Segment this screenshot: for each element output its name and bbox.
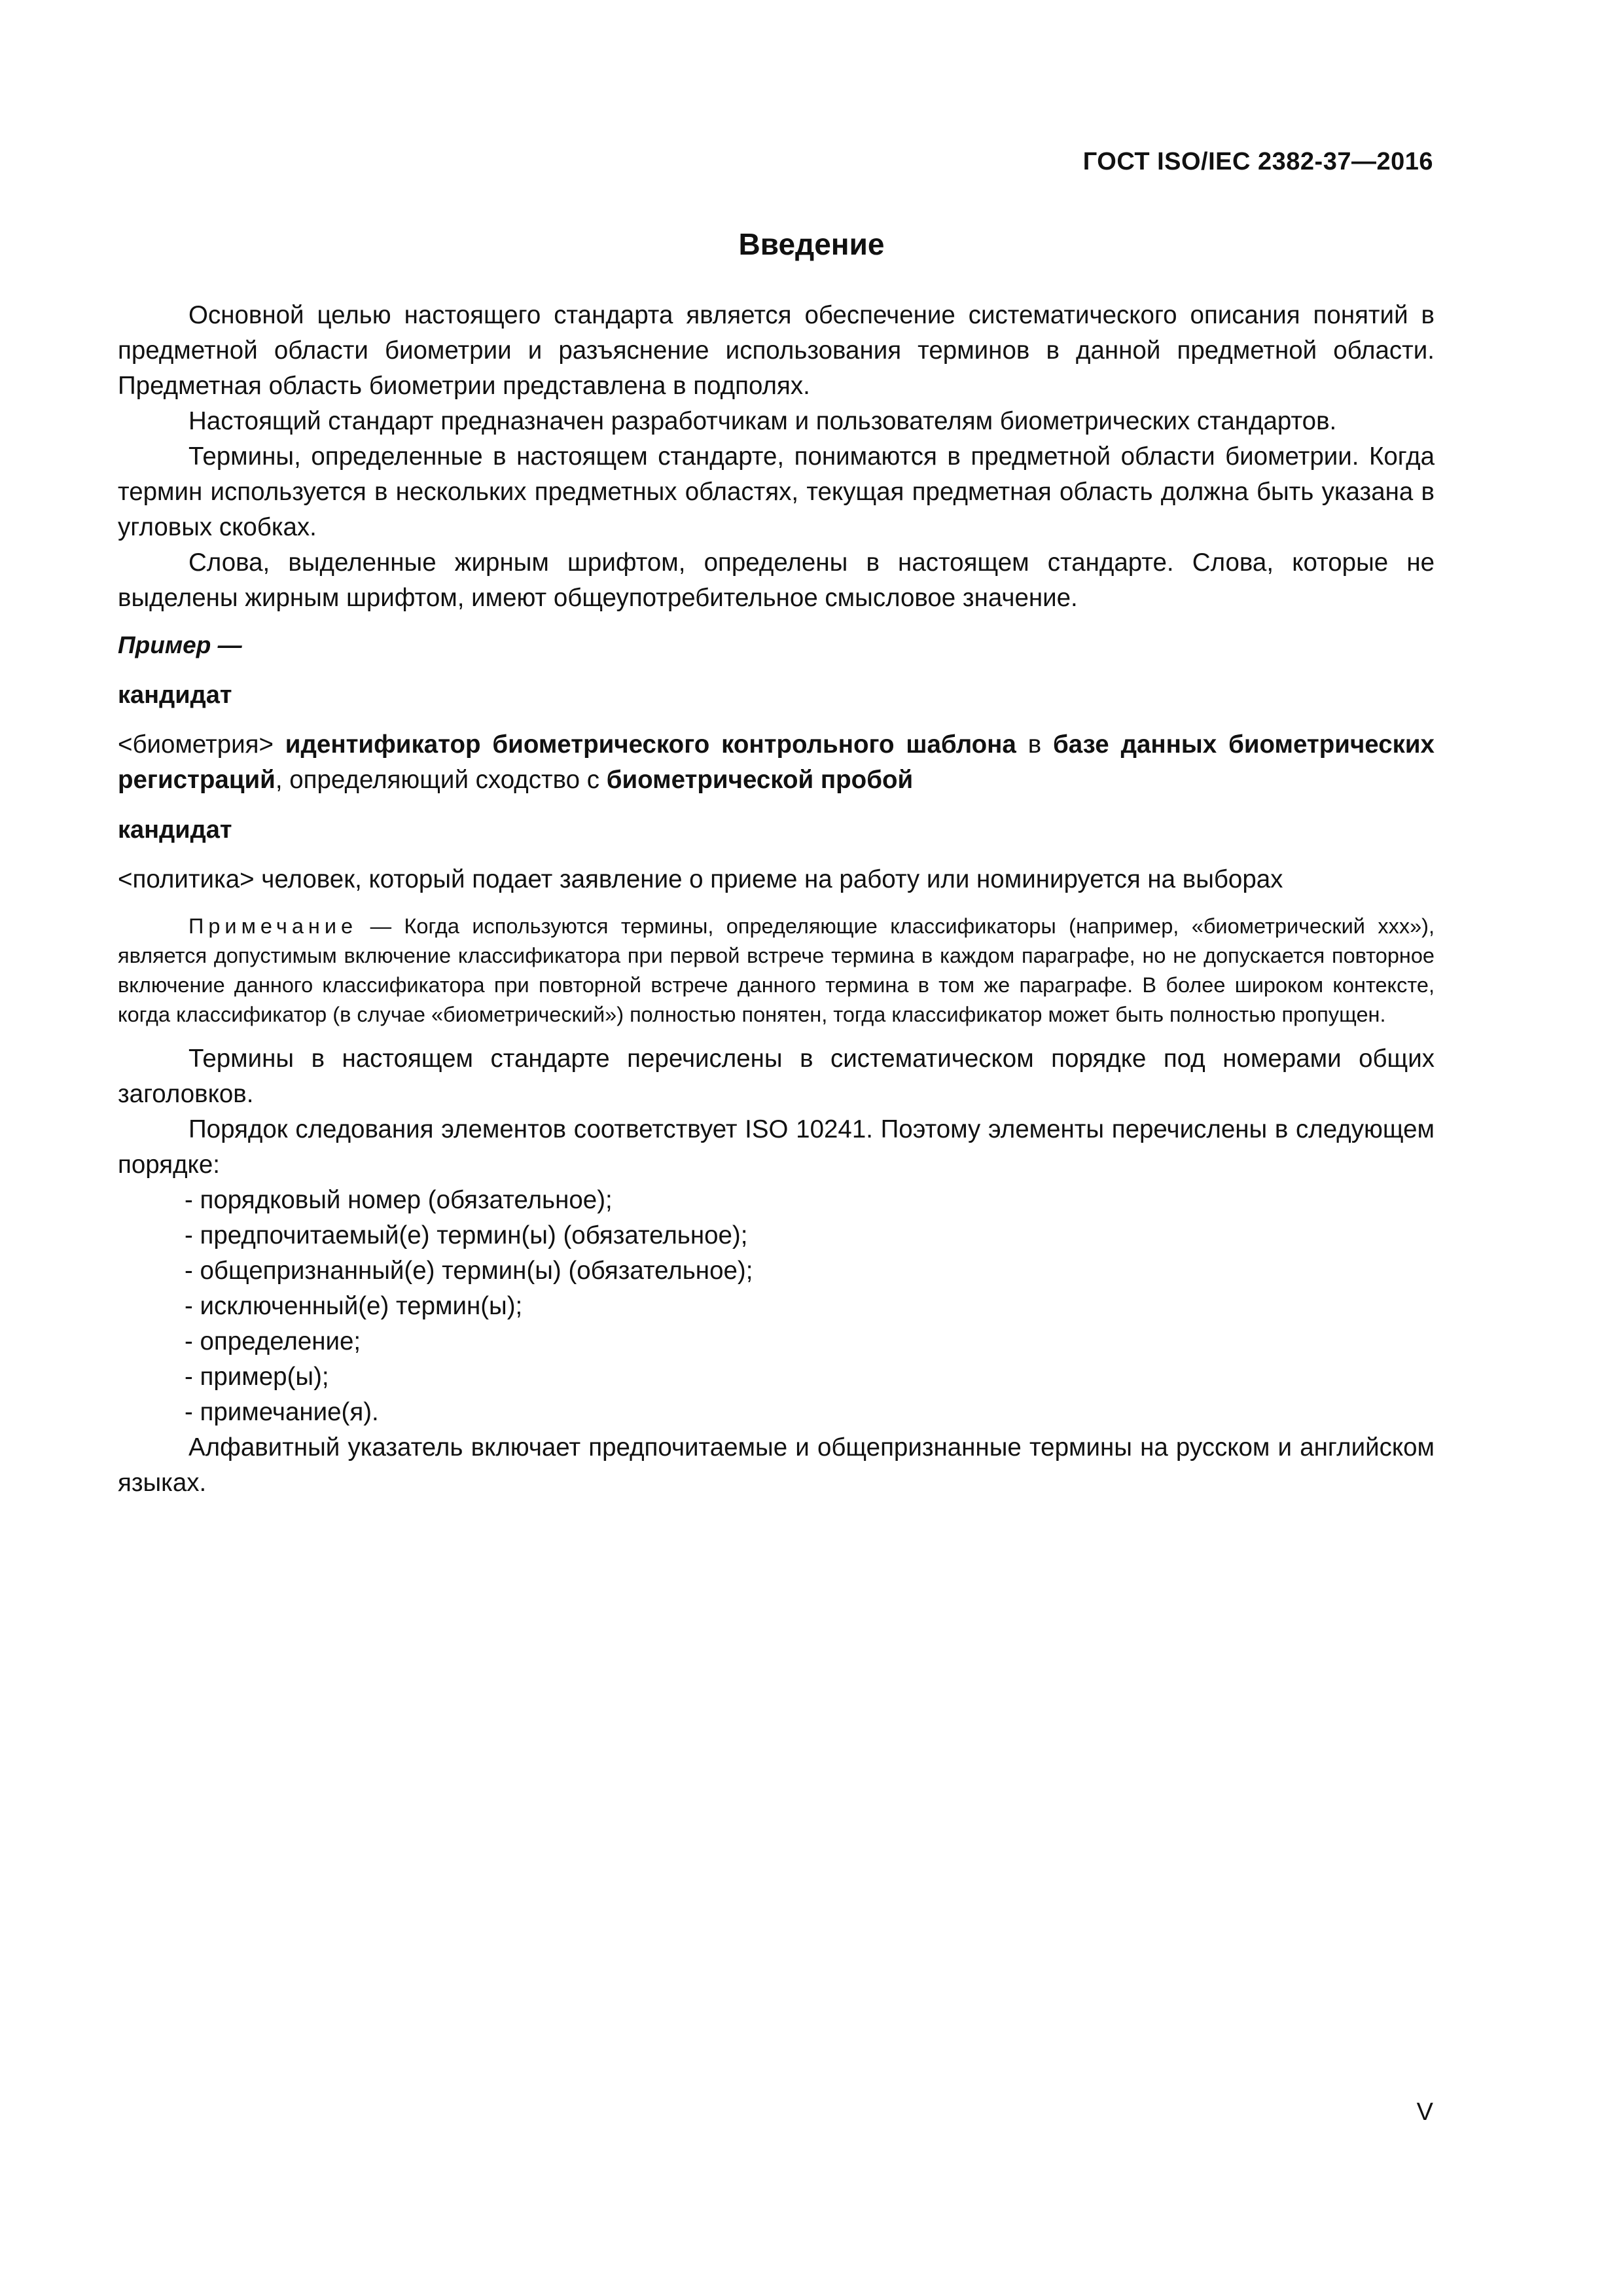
intro-paragraph: Слова, выделенные жирным шрифтом, определены в настоящем стандарте. Слова, которые не выделены жирным шрифтом, имеют общеупотребительное смысловое значение.	[118, 548, 1435, 612]
example-term: кандидат	[118, 681, 232, 709]
note	[118, 912, 1435, 1030]
defined-term: идентификатор биометрического контрольного шаблона	[285, 730, 1016, 759]
list-item: - предпочитаемый(е) термин(ы) (обязательное);	[185, 1221, 748, 1249]
list-item: - исключенный(е) термин(ы);	[185, 1292, 523, 1320]
intro-paragraph: Термины, определенные в настоящем стандарте, понимаются в предметной области биометрии. Когда термин используется в нескольких предметных областях, текущая предметная область должна быть указана в угловых скобках.	[118, 442, 1435, 541]
example-term: кандидат	[118, 816, 232, 844]
definition-text: в	[1027, 730, 1042, 759]
list-item: - определение;	[185, 1327, 361, 1355]
note-label: Примечание	[188, 914, 358, 938]
defined-term: базе данных биометрических регистраций	[118, 730, 1435, 794]
list-item: - пример(ы);	[185, 1363, 329, 1391]
example-definition: <политика> человек, который подает заявление о приеме на работу или номинируется на выборах	[118, 865, 1283, 893]
example-definition	[118, 727, 1435, 798]
list-item: - общепризнанный(е) термин(ы) (обязательное);	[185, 1257, 753, 1285]
definition-text: , определяющий сходство с	[275, 766, 600, 794]
definition-domain: <биометрия>	[118, 730, 274, 759]
note-text: — Когда используются термины, определяющие классификаторы (например, «биометрический xxx»), является допустимым включение классификатора при первой встрече термина в каждом параграфе, но не допускается повторное включение данного классификатора при повторной встрече данного термина в том же параграфе. В более широком контексте, когда классификатор (в случае «биометрический») полностью понятен, тогда классификатор может быть полностью пропущен.	[118, 914, 1435, 1026]
body-paragraph: Порядок следования элементов соответствует ISO 10241. Поэтому элементы перечислены в следующем порядке:	[118, 1115, 1435, 1179]
list-item: - порядковый номер (обязательное);	[185, 1186, 613, 1214]
list-item: - примечание(я).	[185, 1398, 379, 1426]
page-number: V	[1416, 2098, 1433, 2126]
defined-term: биометрической пробой	[606, 766, 914, 794]
document-header: ГОСТ ISO/IEC 2382-37—2016	[1082, 148, 1433, 175]
example-label: Пример —	[118, 632, 242, 658]
section-title: Введение	[738, 227, 885, 261]
intro-paragraph: Настоящий стандарт предназначен разработчикам и пользователям биометрических стандартов.	[188, 407, 1337, 435]
body-paragraph: Термины в настоящем стандарте перечислены в систематическом порядке под номерами общих заголовков.	[118, 1045, 1435, 1108]
closing-paragraph: Алфавитный указатель включает предпочитаемые и общепризнанные термины на русском и английском языках.	[118, 1433, 1435, 1497]
document-body	[118, 298, 1435, 1501]
element-order-list	[118, 1183, 1435, 1430]
intro-paragraph: Основной целью настоящего стандарта является обеспечение систематического описания понятий в предметной области биометрии и разъяснение использования терминов в данной предметной области. Предметная область биометрии представлена в подполях.	[118, 301, 1435, 400]
